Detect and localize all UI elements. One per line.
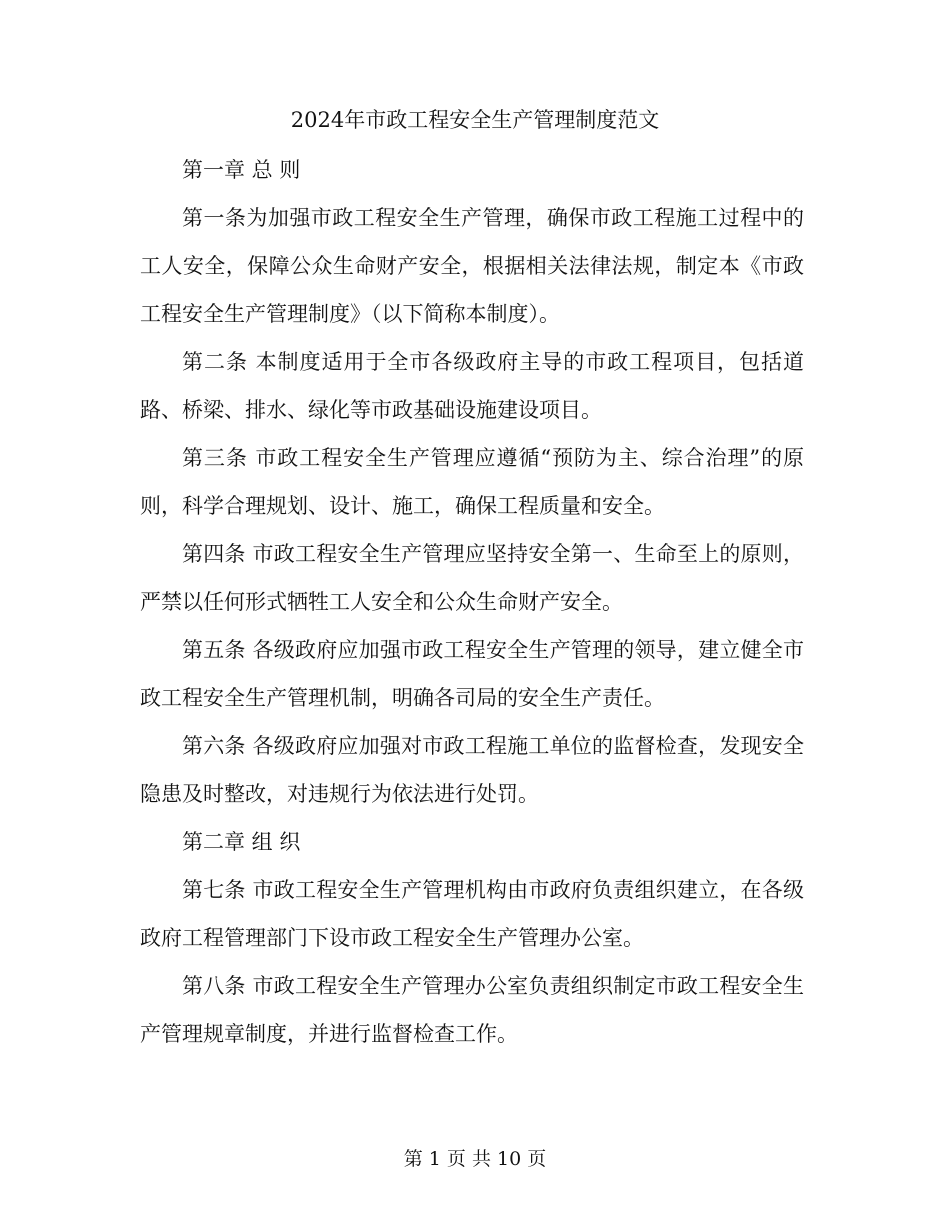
document-title: 2024年市政工程安全生产管理制度范文 (290, 108, 660, 132)
article-4: 第四条 市政工程安全生产管理应坚持安全第一、生命至上的原则，严禁以任何形式牺牲工人安全和公众生命财产安全。 (140, 542, 804, 614)
document-body (140, 146, 804, 1058)
page-number: 第 1 页 共 10 页 (403, 1148, 547, 1170)
article-1: 第一条为加强市政工程安全生产管理，确保市政工程施工过程中的工人安全，保障公众生命财产安全，根据相关法律法规，制定本《市政工程安全生产管理制度》（以下简称本制度）。 (140, 206, 804, 326)
chapter-heading-1: 第一章 总 则 (182, 158, 301, 182)
article-8: 第八条 市政工程安全生产管理办公室负责组织制定市政工程安全生产管理规章制度，并进行监督检查工作。 (140, 974, 804, 1046)
chapter-heading-2: 第二章 组 织 (182, 830, 301, 854)
article-6: 第六条 各级政府应加强对市政工程施工单位的监督检查，发现安全隐患及时整改，对违规行为依法进行处罚。 (140, 734, 804, 806)
article-2: 第二条 本制度适用于全市各级政府主导的市政工程项目，包括道路、桥梁、排水、绿化等市政基础设施建设项目。 (140, 350, 804, 422)
article-5: 第五条 各级政府应加强市政工程安全生产管理的领导，建立健全市政工程安全生产管理机制，明确各司局的安全生产责任。 (140, 638, 804, 710)
article-7: 第七条 市政工程安全生产管理机构由市政府负责组织建立，在各级政府工程管理部门下设市政工程安全生产管理办公室。 (140, 878, 804, 950)
article-3: 第三条 市政工程安全生产管理应遵循“预防为主、综合治理”的原则，科学合理规划、设计、施工，确保工程质量和安全。 (140, 446, 804, 518)
